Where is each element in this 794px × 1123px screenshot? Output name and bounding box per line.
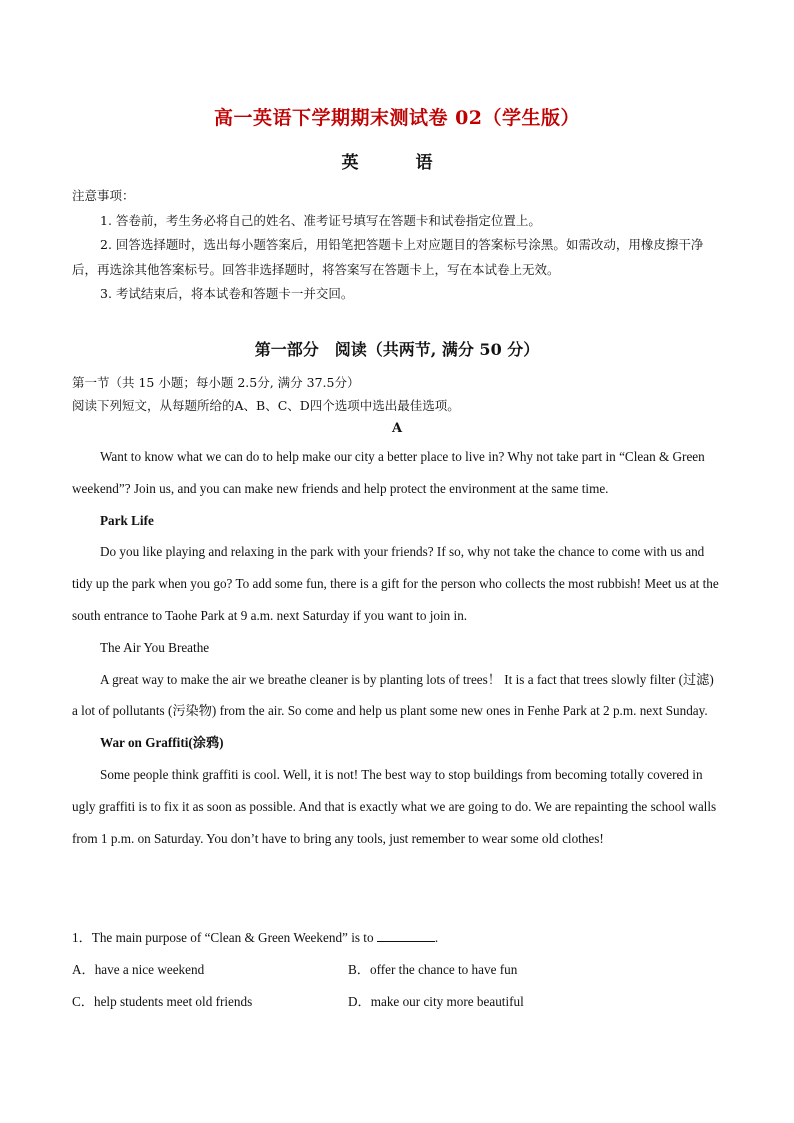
- notice-item-2: 2. 回答选择题时，选出每小题答案后，用铅笔把答题卡上对应题目的答案标号涂黑。如需改动，用橡皮擦干净后，再选涂其他答案标号。回答非选择题时，将答案写在答题卡上，写在本试卷上无效。: [72, 237, 704, 277]
- notice-block: [72, 184, 722, 307]
- question-1-stem-line: [72, 922, 722, 954]
- part-heading: 第一部分 阅读（共两节, 满分 50 分）: [254, 340, 540, 359]
- question-1-options: [72, 954, 722, 1018]
- option-b[interactable]: B．offer the chance to have fun: [348, 961, 518, 977]
- section-heading-air: The Air You Breathe: [100, 639, 210, 655]
- notice-item-3: 3. 考试结束后，将本试卷和答题卡一并交回。: [100, 286, 354, 301]
- notice-heading: 注意事项：: [72, 188, 135, 203]
- section-info: [72, 371, 722, 417]
- question-1: [72, 922, 722, 1017]
- section-heading-park-life: Park Life: [100, 512, 154, 528]
- passage-intro: Want to know what we can do to help make our city a better place to live in? Why not take part in “Clean & Green weekend”? Join us, and you can make new friends and help protect the environment at the same time.: [72, 449, 705, 496]
- section-text-graffiti: Some people think graffiti is cool. Well, it is not! The best way to stop buildings from becoming totally covered in ugly graffiti is to fix it as soon as possible. And that is exactly what we are going to do. We are repainting the school walls from 1 p.m. on Saturday. You don’t have to bring any tools, just remember to wear some old clothes!: [72, 766, 717, 846]
- section-heading: 第一节（共 15 小题；每小题 2.5分, 满分 37.5分）: [72, 375, 360, 390]
- option-a[interactable]: A．have a nice weekend: [72, 961, 205, 977]
- answer-blank: [377, 929, 435, 942]
- section-instruction: 阅读下列短文，从每题所给的A、B、C、D四个选项中选出最佳选项。: [72, 398, 460, 413]
- section-heading-graffiti: War on Graffiti(涂鸦): [100, 735, 224, 751]
- question-1-stem: 1．The main purpose of “Clean & Green Weekend” is to: [72, 930, 374, 945]
- section-text-air: A great way to make the air we breathe cleaner is by planting lots of trees！ It is a fact that trees slowly filter (过滤) a lot of pollutants (污染物) from the air. So come and help us plant some new ones in Fenhe Park at 2 p.m. next Sunday.: [72, 671, 714, 719]
- section-text-park-life: Do you like playing and relaxing in the park with your friends? If so, why not take the chance to come with us and tidy up the park when you go? To add some fun, there is a gift for the person who collects the most rubbish! Meet us at the south entrance to Taohe Park at 9 a.m. next Saturday if you want to join in.: [72, 544, 719, 623]
- passage-a: [72, 441, 722, 854]
- option-d[interactable]: D．make our city more beautiful: [348, 993, 524, 1009]
- option-c[interactable]: C．help students meet old friends: [72, 993, 253, 1009]
- question-1-stem-end: .: [434, 930, 439, 945]
- passage-letter: A: [391, 421, 403, 436]
- notice-item-1: 1. 答卷前，考生务必将自己的姓名、准考证号填写在答题卡和试卷指定位置上。: [100, 212, 541, 228]
- subject-title: 英 语: [341, 153, 453, 173]
- exam-title: 高一英语下学期期末测试卷 02（学生版）: [213, 107, 581, 129]
